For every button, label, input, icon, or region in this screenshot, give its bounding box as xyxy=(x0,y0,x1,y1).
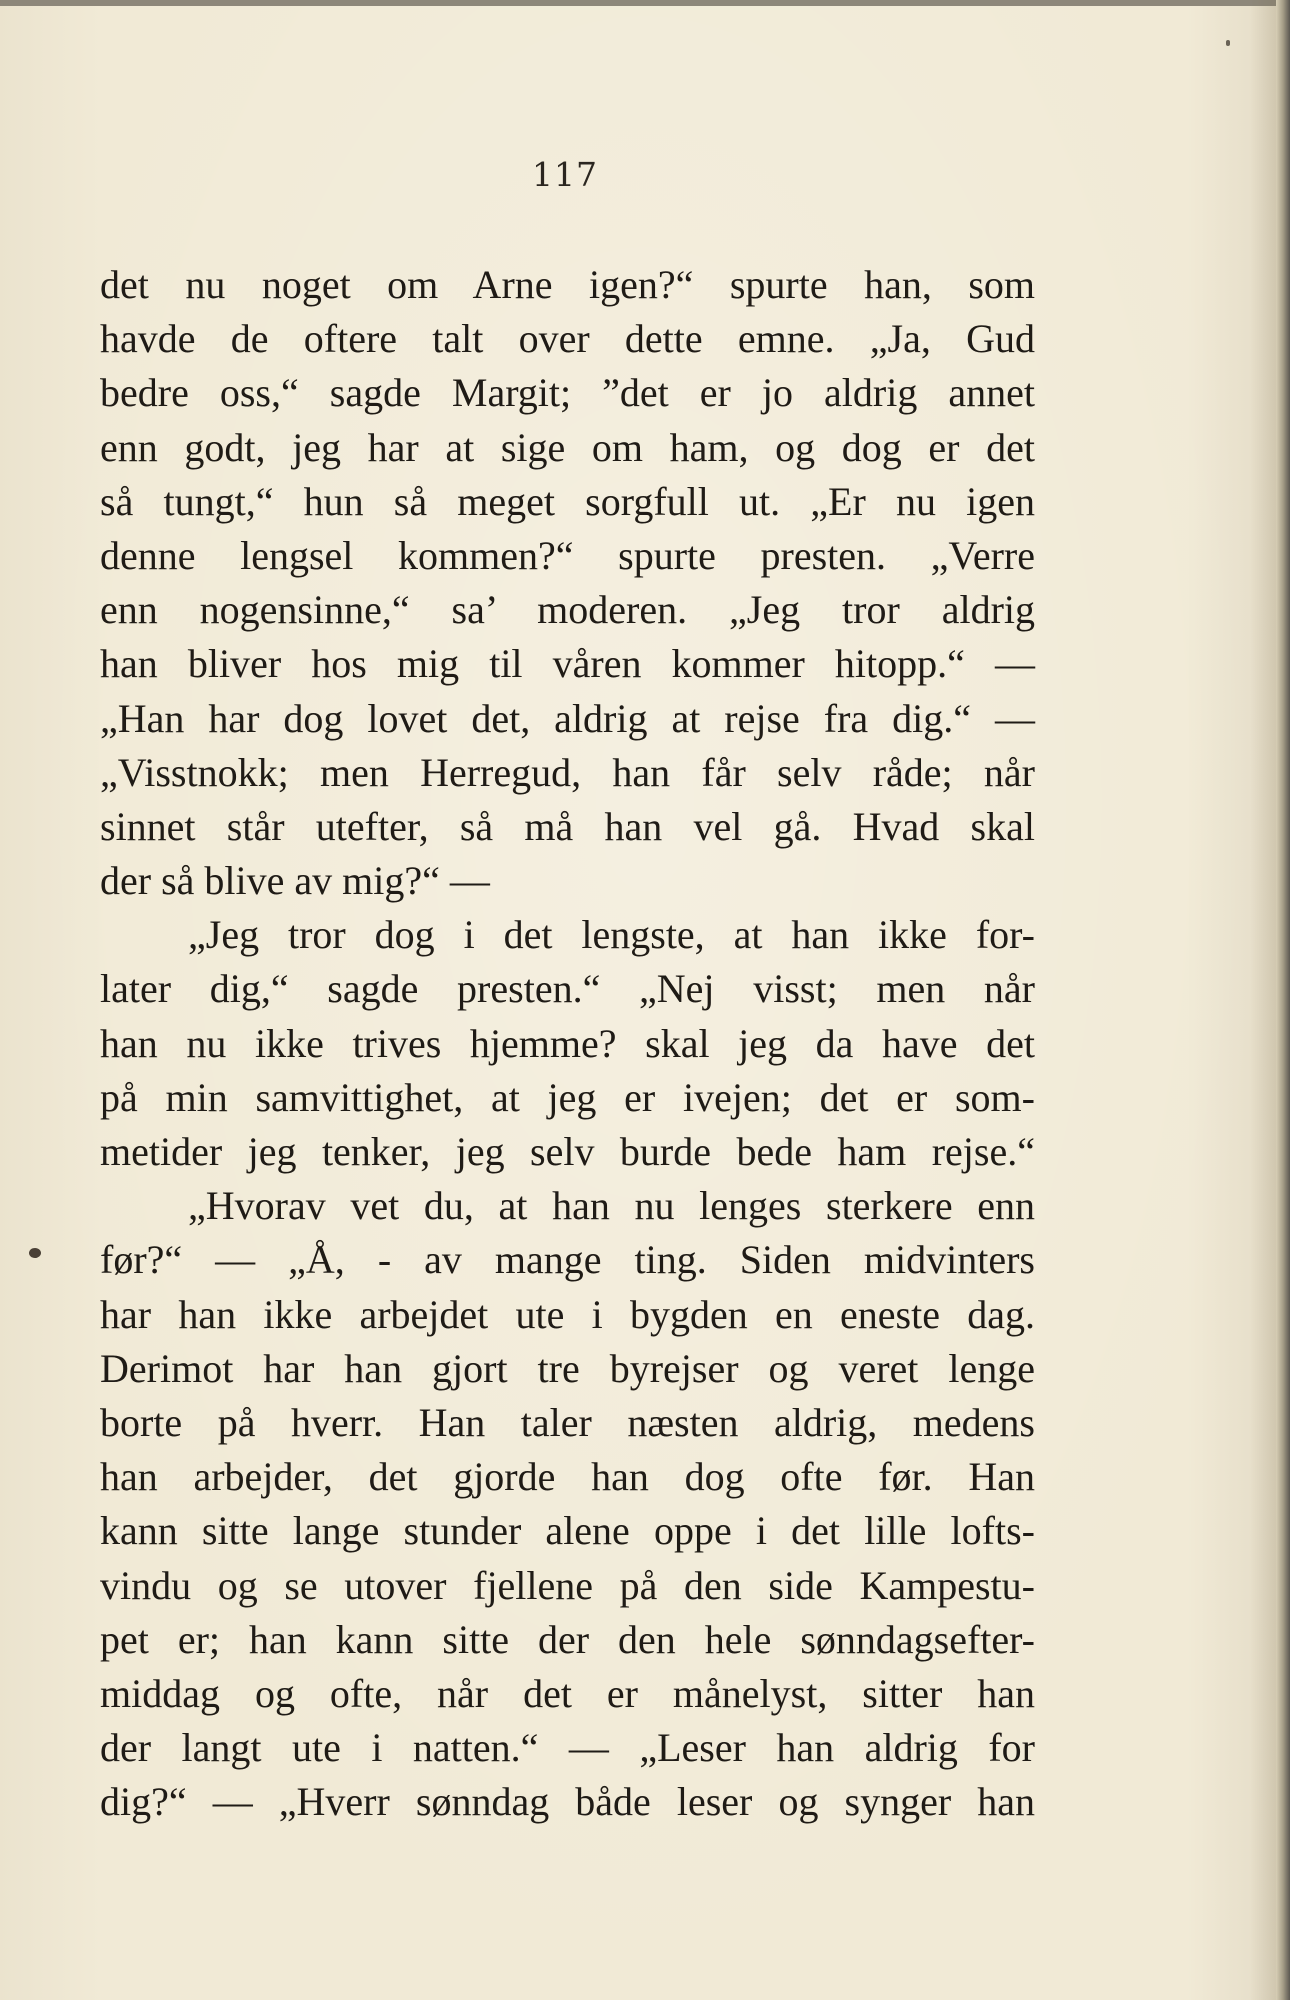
text-line: „Hvorav vet du, at han nu lenges sterkere enn xyxy=(188,1183,1035,1229)
text-line: han bliver hos mig til våren kommer hitopp.“ — xyxy=(100,641,1035,687)
book-spine-edge xyxy=(1276,0,1290,2000)
page-fold-shadow xyxy=(1250,0,1276,2000)
top-page-edge xyxy=(0,0,1290,6)
text-line: på min samvittighet, at jeg er ivejen; det er som- xyxy=(100,1074,1035,1120)
text-line: havde de oftere talt over dette emne. „Ja, Gud xyxy=(100,316,1035,362)
text-line: denne lengsel kommen?“ spurte presten. „Verre xyxy=(100,532,1035,578)
text-line: det nu noget om Arne igen?“ spurte han, som xyxy=(100,262,1035,307)
text-line: han arbejder, det gjorde han dog ofte før. Han xyxy=(100,1454,1035,1500)
text-line: kann sitte lange stunder alene oppe i det lille lofts- xyxy=(100,1508,1035,1554)
paper-speck xyxy=(1226,40,1230,46)
text-line: sinnet står utefter, så må han vel gå. Hvad skal xyxy=(100,803,1035,849)
text-line: borte på hverr. Han taler næsten aldrig, medens xyxy=(100,1399,1035,1445)
margin-ink-mark xyxy=(27,1246,43,1259)
text-line: der så blive av mig?“ — xyxy=(100,858,490,904)
text-line: pet er; han kann sitte der den hele sønndagsefter- xyxy=(100,1616,1035,1662)
text-line: enn godt, jeg har at sige om ham, og dog er det xyxy=(100,424,1035,470)
text-line: dig?“ — „Hverr sønndag både leser og synger han xyxy=(100,1779,1035,1825)
text-line: har han ikke arbejdet ute i bygden en eneste dag. xyxy=(100,1291,1035,1337)
text-line: metider jeg tenker, jeg selv burde bede ham rejse.“ xyxy=(100,1129,1035,1174)
text-line: „Jeg tror dog i det lengste, at han ikke for- xyxy=(188,912,1035,958)
text-line: bedre oss,“ sagde Margit; ”det er jo aldrig annet xyxy=(100,370,1035,416)
text-line: Derimot har han gjort tre byrejser og veret lenge xyxy=(100,1345,1035,1391)
text-line: middag og ofte, når det er månelyst, sitter han xyxy=(100,1670,1035,1716)
text-line: enn nogensinne,“ sa’ moderen. „Jeg tror aldrig xyxy=(100,587,1035,633)
text-line: der langt ute i natten.“ — „Leser han aldrig for xyxy=(100,1725,1035,1771)
text-line: så tungt,“ hun så meget sorgfull ut. „Er nu igen xyxy=(100,478,1035,524)
text-line: „Visstnokk; men Herregud, han får selv råde; når xyxy=(100,749,1035,795)
page-number: 117 xyxy=(532,155,598,194)
text-line: vindu og se utover fjellene på den side Kampestu- xyxy=(100,1562,1035,1608)
text-line: later dig,“ sagde presten.“ „Nej visst; men når xyxy=(100,966,1035,1012)
text-line: „Han har dog lovet det, aldrig at rejse fra dig.“ — xyxy=(100,695,1035,741)
text-line: før?“ — „Å, - av mange ting. Siden midvinters xyxy=(100,1237,1035,1283)
body-text xyxy=(100,258,1035,1829)
text-line: han nu ikke trives hjemme? skal jeg da have det xyxy=(100,1020,1035,1066)
